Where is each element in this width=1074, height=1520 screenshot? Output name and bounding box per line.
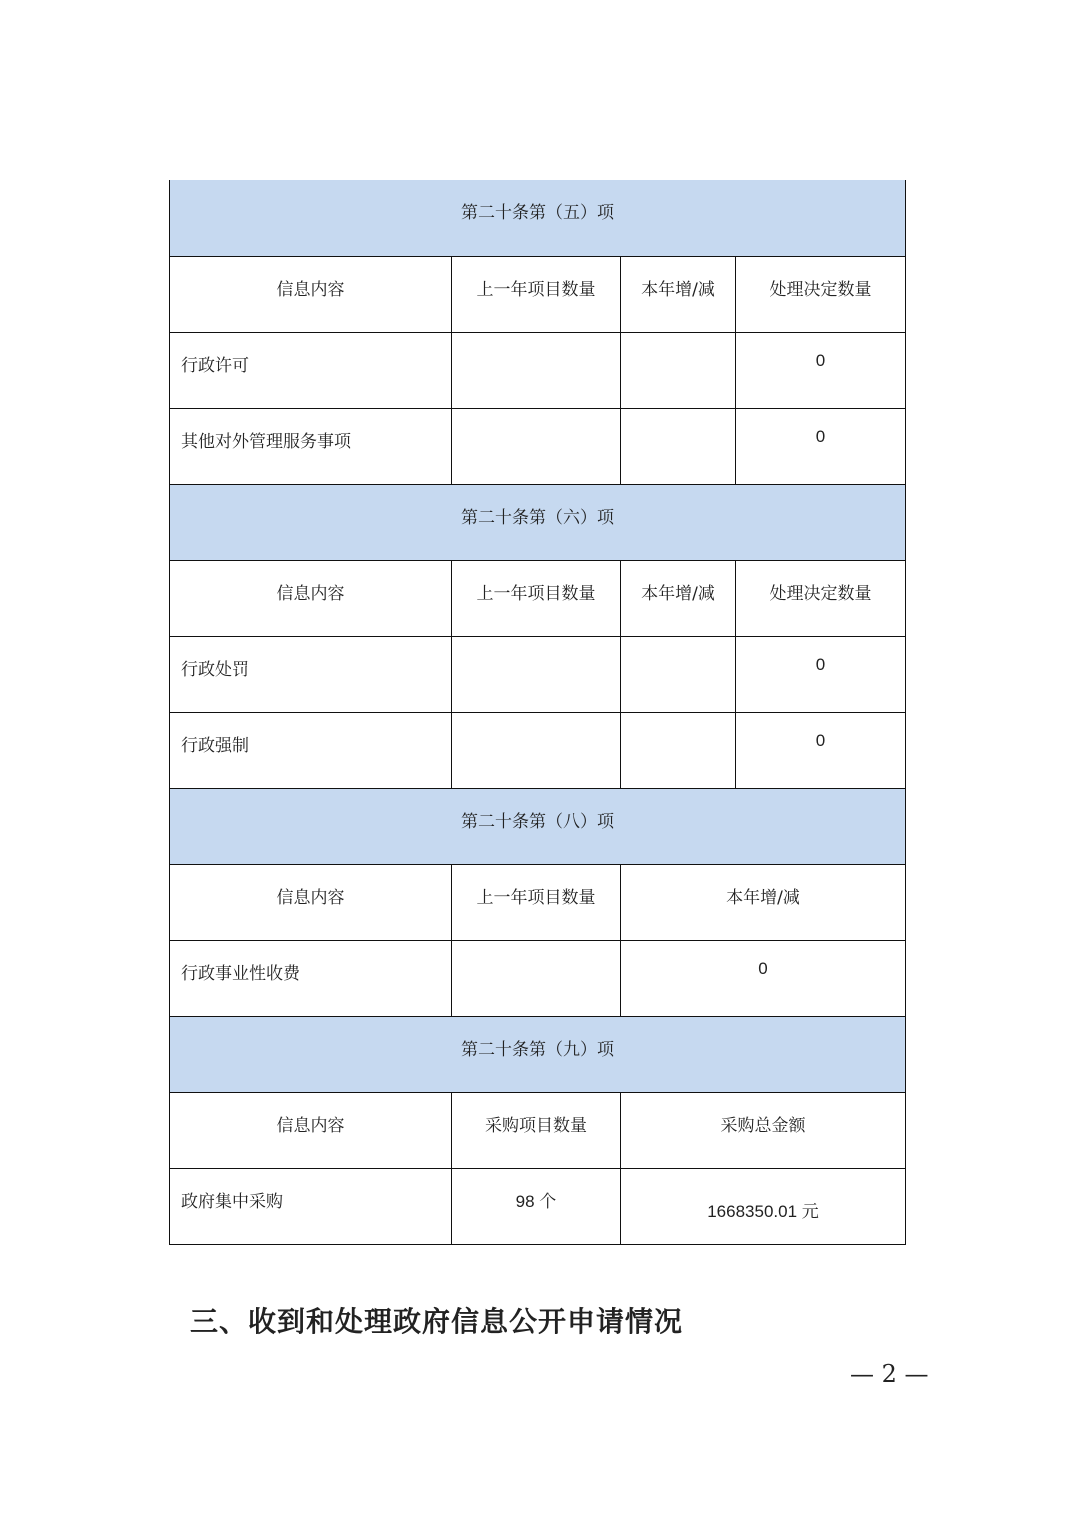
procurement-count-cell: 98 个 [452,1168,621,1244]
prev-count-cell [452,332,621,408]
column-header: 上一年项目数量 [452,560,621,636]
column-header: 信息内容 [170,864,452,940]
row-label: 行政强制 [170,712,452,788]
section-title: 第二十条第（九）项 [170,1016,906,1092]
column-header: 上一年项目数量 [452,256,621,332]
header-row [170,864,906,940]
table-row [170,408,906,484]
column-header: 本年增/减 [621,864,906,940]
column-header: 信息内容 [170,1092,452,1168]
column-header: 采购项目数量 [452,1092,621,1168]
section-row [170,1016,906,1092]
column-header: 处理决定数量 [736,560,906,636]
row-label: 行政许可 [170,332,452,408]
row-label: 其他对外管理服务事项 [170,408,452,484]
procurement-amount-cell: 1668350.01 元 [621,1168,906,1244]
prev-count-cell [452,408,621,484]
page-number: — 2 — [850,1360,929,1388]
prev-count-cell [452,712,621,788]
header-row [170,256,906,332]
table-row [170,940,906,1016]
section-title: 第二十条第（八）项 [170,788,906,864]
section-row [170,788,906,864]
row-label: 政府集中采购 [170,1168,452,1244]
section-title: 第二十条第（五）项 [170,180,906,256]
column-header: 信息内容 [170,256,452,332]
header-row [170,1092,906,1168]
section-row [170,484,906,560]
table-row [170,712,906,788]
row-label: 行政处罚 [170,636,452,712]
disclosure-table [169,180,906,1245]
decisions-cell: 0 [736,712,906,788]
change-cell [621,408,736,484]
table-row [170,1168,906,1244]
header-row [170,560,906,636]
change-cell: 0 [621,940,906,1016]
column-header: 本年增/减 [621,560,736,636]
table-row [170,636,906,712]
row-label: 行政事业性收费 [170,940,452,1016]
decisions-cell: 0 [736,408,906,484]
column-header: 本年增/减 [621,256,736,332]
decisions-cell: 0 [736,332,906,408]
prev-count-cell [452,636,621,712]
section-heading: 三、收到和处理政府信息公开申请情况 [190,1305,684,1338]
column-header: 信息内容 [170,560,452,636]
change-cell [621,332,736,408]
prev-count-cell [452,940,621,1016]
change-cell [621,712,736,788]
section-title: 第二十条第（六）项 [170,484,906,560]
change-cell [621,636,736,712]
table-row [170,332,906,408]
decisions-cell: 0 [736,636,906,712]
section-row [170,180,906,256]
column-header: 上一年项目数量 [452,864,621,940]
column-header: 处理决定数量 [736,256,906,332]
column-header: 采购总金额 [621,1092,906,1168]
